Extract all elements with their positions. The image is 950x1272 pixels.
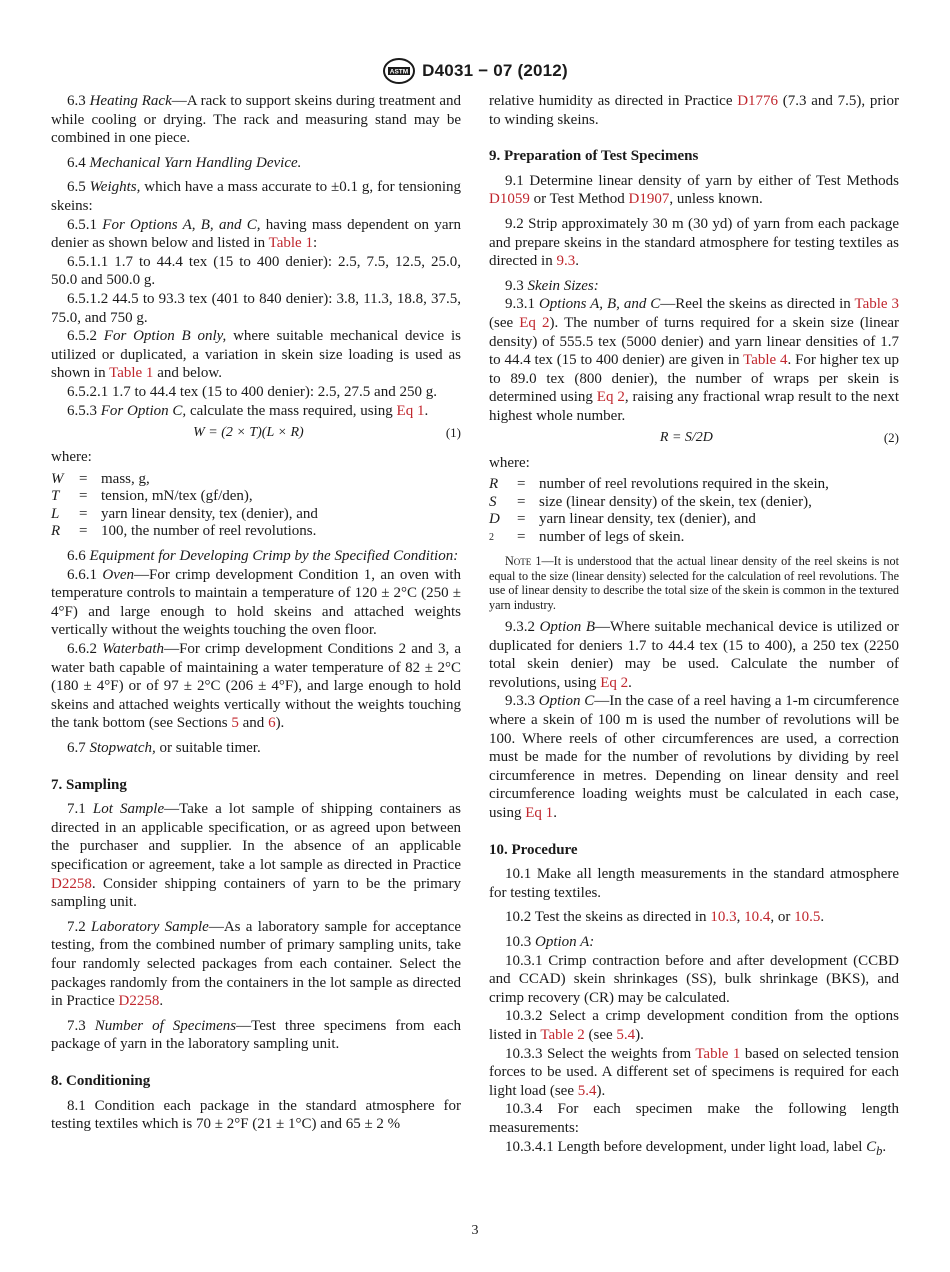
link-section-5[interactable]: 5 [231,715,239,732]
heading-sampling: 7. Sampling [51,776,127,793]
definition-row: W = mass, g, [51,470,150,487]
definition-row: R = 100, the number of reel revolutions. [51,523,317,540]
link-eq-1[interactable]: Eq 1 [396,402,425,419]
link-table-2[interactable]: Table 2 [540,1026,585,1043]
section-6-6-2: 6.6.2 Waterbath—For crimp development Conditions 2 and 3, a water bath capable of maintaining a water temperature of 82 ± 2°C (180 ± 4°F) or of 97 ± 2°C (206 ± 4°F), and large enough to hold skeins and attached weights vertically without the weights touching the tank bottom (see Sections 5 and 6). [51,641,461,732]
section-6-3: 6.3 Heating Rack—A rack to support skeins during treatment and while cooling or drying. The rack and measuring stand may be combined in one piece. [51,93,461,147]
link-table-1[interactable]: Table 1 [109,365,154,382]
document-id: D4031 − 07 (2012) [422,60,568,80]
section-10-3-4: 10.3.4 For each specimen make the following length measurements: [489,1101,899,1136]
note-1: Note 1—It is understood that the actual linear density of the reel skeins is not equal to the size (linear density) selected for the calculation of reel revolutions. The use of linear density to describe the total size of the skein is common in the textured yarn industry. [489,554,900,612]
equation-1-number: (1) [445,424,461,440]
link-section-6[interactable]: 6 [268,715,276,732]
link-eq-2[interactable]: Eq 2 [600,674,629,691]
link-section-5-4[interactable]: 5.4 [616,1026,636,1043]
right-column [489,92,899,1160]
section-10-3-2: 10.3.2 Select a crimp development condition from the options listed in Table 2 (see 5.4). [489,1008,899,1043]
section-8-1: 8.1 Condition each package in the standard atmosphere for testing textiles which is 70 ± 2°F (21 ± 1°C) and 65 ± 2 % [51,1097,461,1133]
section-6-5: 6.5 Weights, which have a mass accurate to ±0.1 g, for tensioning skeins: [51,179,461,214]
section-10-3: 10.3 Option A: [505,934,595,950]
section-7-2: 7.2 Laboratory Sample—As a laboratory sample for acceptance testing, from the combined number of primary sampling units, take four randomly selected packages from each container. Select the packages randomly from the containers in the lot sample as directed in Practice D2258. [51,918,462,1010]
section-7-1: 7.1 Lot Sample—Take a lot sample of shipping containers as directed in an applicable specification, or as agreed upon between the purchaser and supplier. In the absence of an applicable specification or agreement, take a lot sample as directed in Practice D2258. Consider shipping containers of yarn to be the primary sampling unit. [51,801,462,911]
equation-1-formula: W = (2 × T)(L × R) [193,424,304,440]
section-9-3: 9.3 Skein Sizes: [505,277,599,294]
equation-1 [51,422,461,444]
section-10-2: 10.2 Test the skeins as directed in 10.3, 10.4, or 10.5. [505,909,825,926]
link-section-10-5[interactable]: 10.5 [794,909,821,926]
section-6-4: 6.4 Mechanical Yarn Handling Device. [67,154,302,171]
section-9-3-2: 9.3.2 Option B—Where suitable mechanical device is utilized or duplicated for deniers 1.7 to 44.4 tex (15 to 400), a 250 tex (2250 total skein denier) may be used. Calculate the number of revolutions, using Eq 2. [489,619,899,691]
section-6-5-1-1: 6.5.1.1 1.7 to 44.4 tex (15 to 400 denier): 2.5, 7.5, 12.5, 25.0, 50.0 and 500.0 g. [51,253,461,289]
section-6-5-3: 6.5.3 For Option C, calculate the mass required, using Eq 1. [67,402,429,419]
definition-row: 2 = number of legs of skein. [489,528,685,545]
section-9-3-3: 9.3.3 Option C—In the case of a reel having a 1-m circumference where a skein of 100 m is used the number of revolutions will be 100. Where reels of other circumferences are used, a correction must be made for the number of revolutions by dividing by reel circumference in metres. Depending on linear density and reel circumference loading weights must be calculated in each case, using Eq 1. [489,693,899,822]
definition-row: T = tension, mN/tex (gf/den), [51,488,253,505]
heading-procedure: 10. Procedure [489,841,578,858]
section-10-3-4-1: 10.3.4.1 Length before development, under light load, label $C_b$. [505,1138,887,1158]
link-d1059[interactable]: D1059 [489,191,530,208]
definition-row: L = yarn linear density, tex (denier), and [51,505,318,522]
link-eq-1[interactable]: Eq 1 [525,805,554,822]
where-label: where: [489,454,530,471]
equation-2-number: (2) [883,430,899,446]
link-section-5-4[interactable]: 5.4 [577,1082,597,1099]
where-label: where: [51,449,92,466]
section-10-3-1: 10.3.1 Crimp contraction before and after development (CCBD and CCAD) skein shrinkages (SS), bulk shrinkage (BKS), and crimp recovery (CR) may be calculated. [489,952,899,1006]
link-d1776[interactable]: D1776 [737,93,779,109]
page-header [0,56,950,86]
left-column [51,92,461,1134]
section-6-7: 6.7 Stopwatch, or suitable timer. [67,740,261,756]
section-6-5-2-1: 6.5.2.1 1.7 to 44.4 tex (15 to 400 denier): 2.5, 27.5 and 250 g. [67,383,437,400]
section-8-1-continued: relative humidity as directed in Practice D1776 (7.3 and 7.5), prior to winding skeins. [489,93,899,128]
link-section-10-4[interactable]: 10.4 [744,909,771,926]
definition-row: D = yarn linear density, tex (denier), and [489,511,756,528]
equation-2 [489,428,899,450]
link-eq-2[interactable]: Eq 2 [596,389,625,406]
link-d1907[interactable]: D1907 [628,191,670,208]
link-eq-2[interactable]: Eq 2 [519,314,550,331]
heading-conditioning: 8. Conditioning [51,1072,151,1089]
section-7-3: 7.3 Number of Specimens—Test three specimens from each package of yarn in the laboratory sampling unit. [51,1017,462,1053]
link-d2258[interactable]: D2258 [51,875,92,892]
section-9-1: 9.1 Determine linear density of yarn by either of Test Methods D1059 or Test Method D1907, unless known. [489,172,899,208]
heading-preparation: 9. Preparation of Test Specimens [489,148,699,165]
section-10-3-3: 10.3.3 Select the weights from Table 1 based on selected tension forces to be used. A different set of specimens is required for each light load (see 5.4). [489,1045,899,1099]
section-9-3-1: 9.3.1 Options A, B, and C—Reel the skeins as directed in Table 3 (see Eq 2). The number of turns required for a skein size (linear density) of 555.5 tex (5000 denier) and yarn linear densities of 1.7 to 44.4 tex (15 to 400 denier) are given in Table 4. For higher tex up to 89.0 tex (800 denier), the number of wraps per skein is determined using Eq 2, raising any fractional wrap result to the next highest whole number. [489,296,899,424]
page-number: 3 [471,1223,479,1238]
definition-row: R = number of reel revolutions required in the skein, [489,476,829,493]
link-section-9-3[interactable]: 9.3 [556,253,576,270]
link-d2258[interactable]: D2258 [118,993,160,1010]
link-table-1[interactable]: Table 1 [268,235,313,252]
link-table-3[interactable]: Table 3 [854,296,899,313]
svg-text:ASTM: ASTM [389,68,409,76]
section-6-6-1: 6.6.1 Oven—For crimp development Condition 1, an oven with temperature controls to maintain a temperature of 120 ± 2°C (250 ± 4°F) and large enough to hold skeins and attached weights vertically without the weights touching the oven floor. [51,566,462,639]
equation-1-definitions [51,471,461,541]
equation-2-definitions [489,476,899,546]
section-6-5-1-2: 6.5.1.2 44.5 to 93.3 tex (401 to 840 denier): 3.8, 11.3, 18.8, 37.5, 75.0, and 750 g. [51,290,461,326]
astm-logo-icon [382,57,416,85]
equation-2-formula: R = S/2D [659,430,713,446]
definition-row: S = size (linear density) of the skein, tex (denier), [489,493,812,510]
section-10-1: 10.1 Make all length measurements in the standard atmosphere for testing textiles. [489,866,899,901]
link-table-4[interactable]: Table 4 [743,352,788,369]
section-6-6: 6.6 Equipment for Developing Crimp by the Specified Condition: [67,548,459,565]
link-section-10-3[interactable]: 10.3 [710,909,737,926]
section-6-5-1: 6.5.1 For Options A, B, and C, having mass dependent on yarn denier as shown below and listed in Table 1: [51,216,461,252]
link-table-1[interactable]: Table 1 [695,1045,741,1062]
section-9-2: 9.2 Strip approximately 30 m (30 yd) of yarn from each package and prepare skeins in the standard atmosphere for testing textiles as directed in 9.3. [489,215,899,270]
section-6-5-2: 6.5.2 For Option B only, where suitable mechanical device is utilized or duplicated, a variation in skein size loading is used as shown in Table 1 and below. [51,328,461,382]
